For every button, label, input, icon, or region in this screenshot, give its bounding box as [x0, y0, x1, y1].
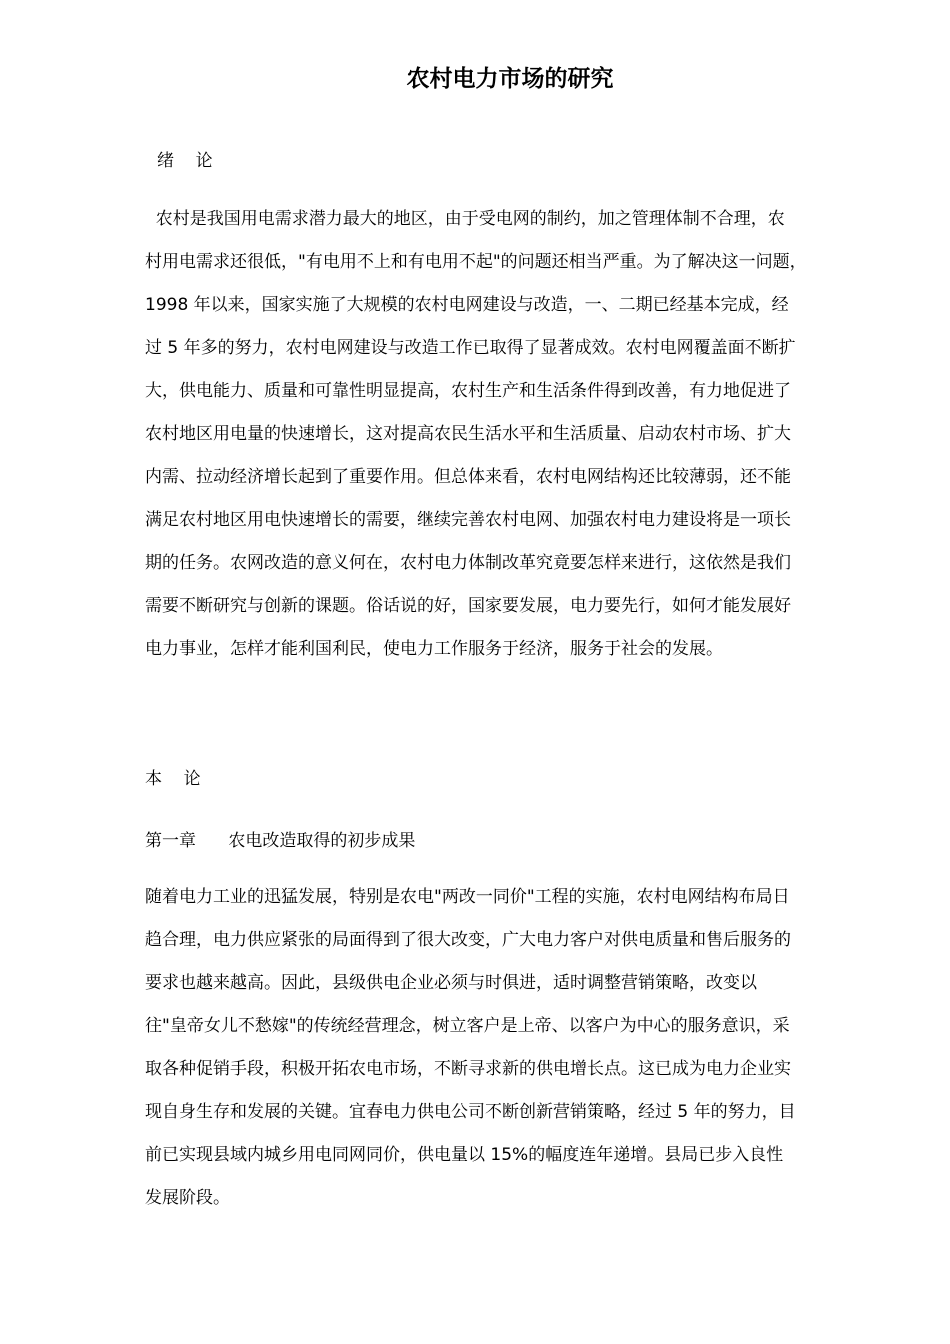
paragraph-line: 需要不断研究与创新的课题。俗话说的好，国家要发展，电力要先行，如何才能发展好	[145, 596, 791, 616]
paragraph-line: 趋合理，电力供应紧张的局面得到了很大改变，广大电力客户对供电质量和售后服务的	[145, 930, 791, 950]
body-heading: 本 论	[145, 769, 201, 789]
intro-heading: 绪 论	[157, 151, 213, 171]
paragraph-line: 发展阶段。	[145, 1188, 230, 1208]
document-title: 农村电力市场的研究	[406, 66, 614, 92]
paragraph-line: 往"皇帝女儿不愁嫁"的传统经营理念，树立客户是上帝、以客户为中心的服务意识，采	[145, 1016, 790, 1036]
paragraph-line: 满足农村地区用电快速增长的需要，继续完善农村电网、加强农村电力建设将是一项长	[145, 510, 791, 530]
paragraph-line: 大，供电能力、质量和可靠性明显提高，农村生产和生活条件得到改善，有力地促进了	[145, 381, 791, 401]
intro-paragraph	[145, 198, 885, 671]
paragraph-line: 内需、拉动经济增长起到了重要作用。但总体来看，农村电网结构还比较薄弱，还不能	[145, 467, 791, 487]
paragraph-line: 1998 年以来，国家实施了大规模的农村电网建设与改造，一、二期已经基本完成，经	[145, 295, 789, 315]
paragraph-line: 期的任务。农网改造的意义何在，农村电力体制改革究竟要怎样来进行，这依然是我们	[145, 553, 791, 573]
paragraph-line: 村用电需求还很低，"有电用不上和有电用不起"的问题还相当严重。为了解决这一问题，	[145, 252, 807, 272]
chapter-heading: 第一章 农电改造取得的初步成果	[145, 831, 416, 851]
paragraph-line: 要求也越来越高。因此，县级供电企业必须与时俱进，适时调整营销策略，改变以	[145, 973, 757, 993]
paragraph-line: 农村是我国用电需求潜力最大的地区，由于受电网的制约，加之管理体制不合理，农	[145, 209, 785, 229]
paragraph-line: 前已实现县域内城乡用电同网同价，供电量以 15%的幅度连年递增。县局已步入良性	[145, 1145, 784, 1165]
paragraph-line: 取各种促销手段，积极开拓农电市场，不断寻求新的供电增长点。这已成为电力企业实	[145, 1059, 791, 1079]
paragraph-line: 电力事业，怎样才能利国利民，使电力工作服务于经济，服务于社会的发展。	[145, 639, 723, 659]
chapter-paragraph	[145, 876, 885, 1220]
paragraph-line: 过 5 年多的努力，农村电网建设与改造工作已取得了显著成效。农村电网覆盖面不断扩	[145, 338, 796, 358]
paragraph-line: 现自身生存和发展的关键。宜春电力供电公司不断创新营销策略，经过 5 年的努力，目	[145, 1102, 796, 1122]
paragraph-line: 农村地区用电量的快速增长，这对提高农民生活水平和生活质量、启动农村市场、扩大	[145, 424, 791, 444]
paragraph-line: 随着电力工业的迅猛发展，特别是农电"两改一同价"工程的实施，农村电网结构布局日	[145, 887, 790, 907]
